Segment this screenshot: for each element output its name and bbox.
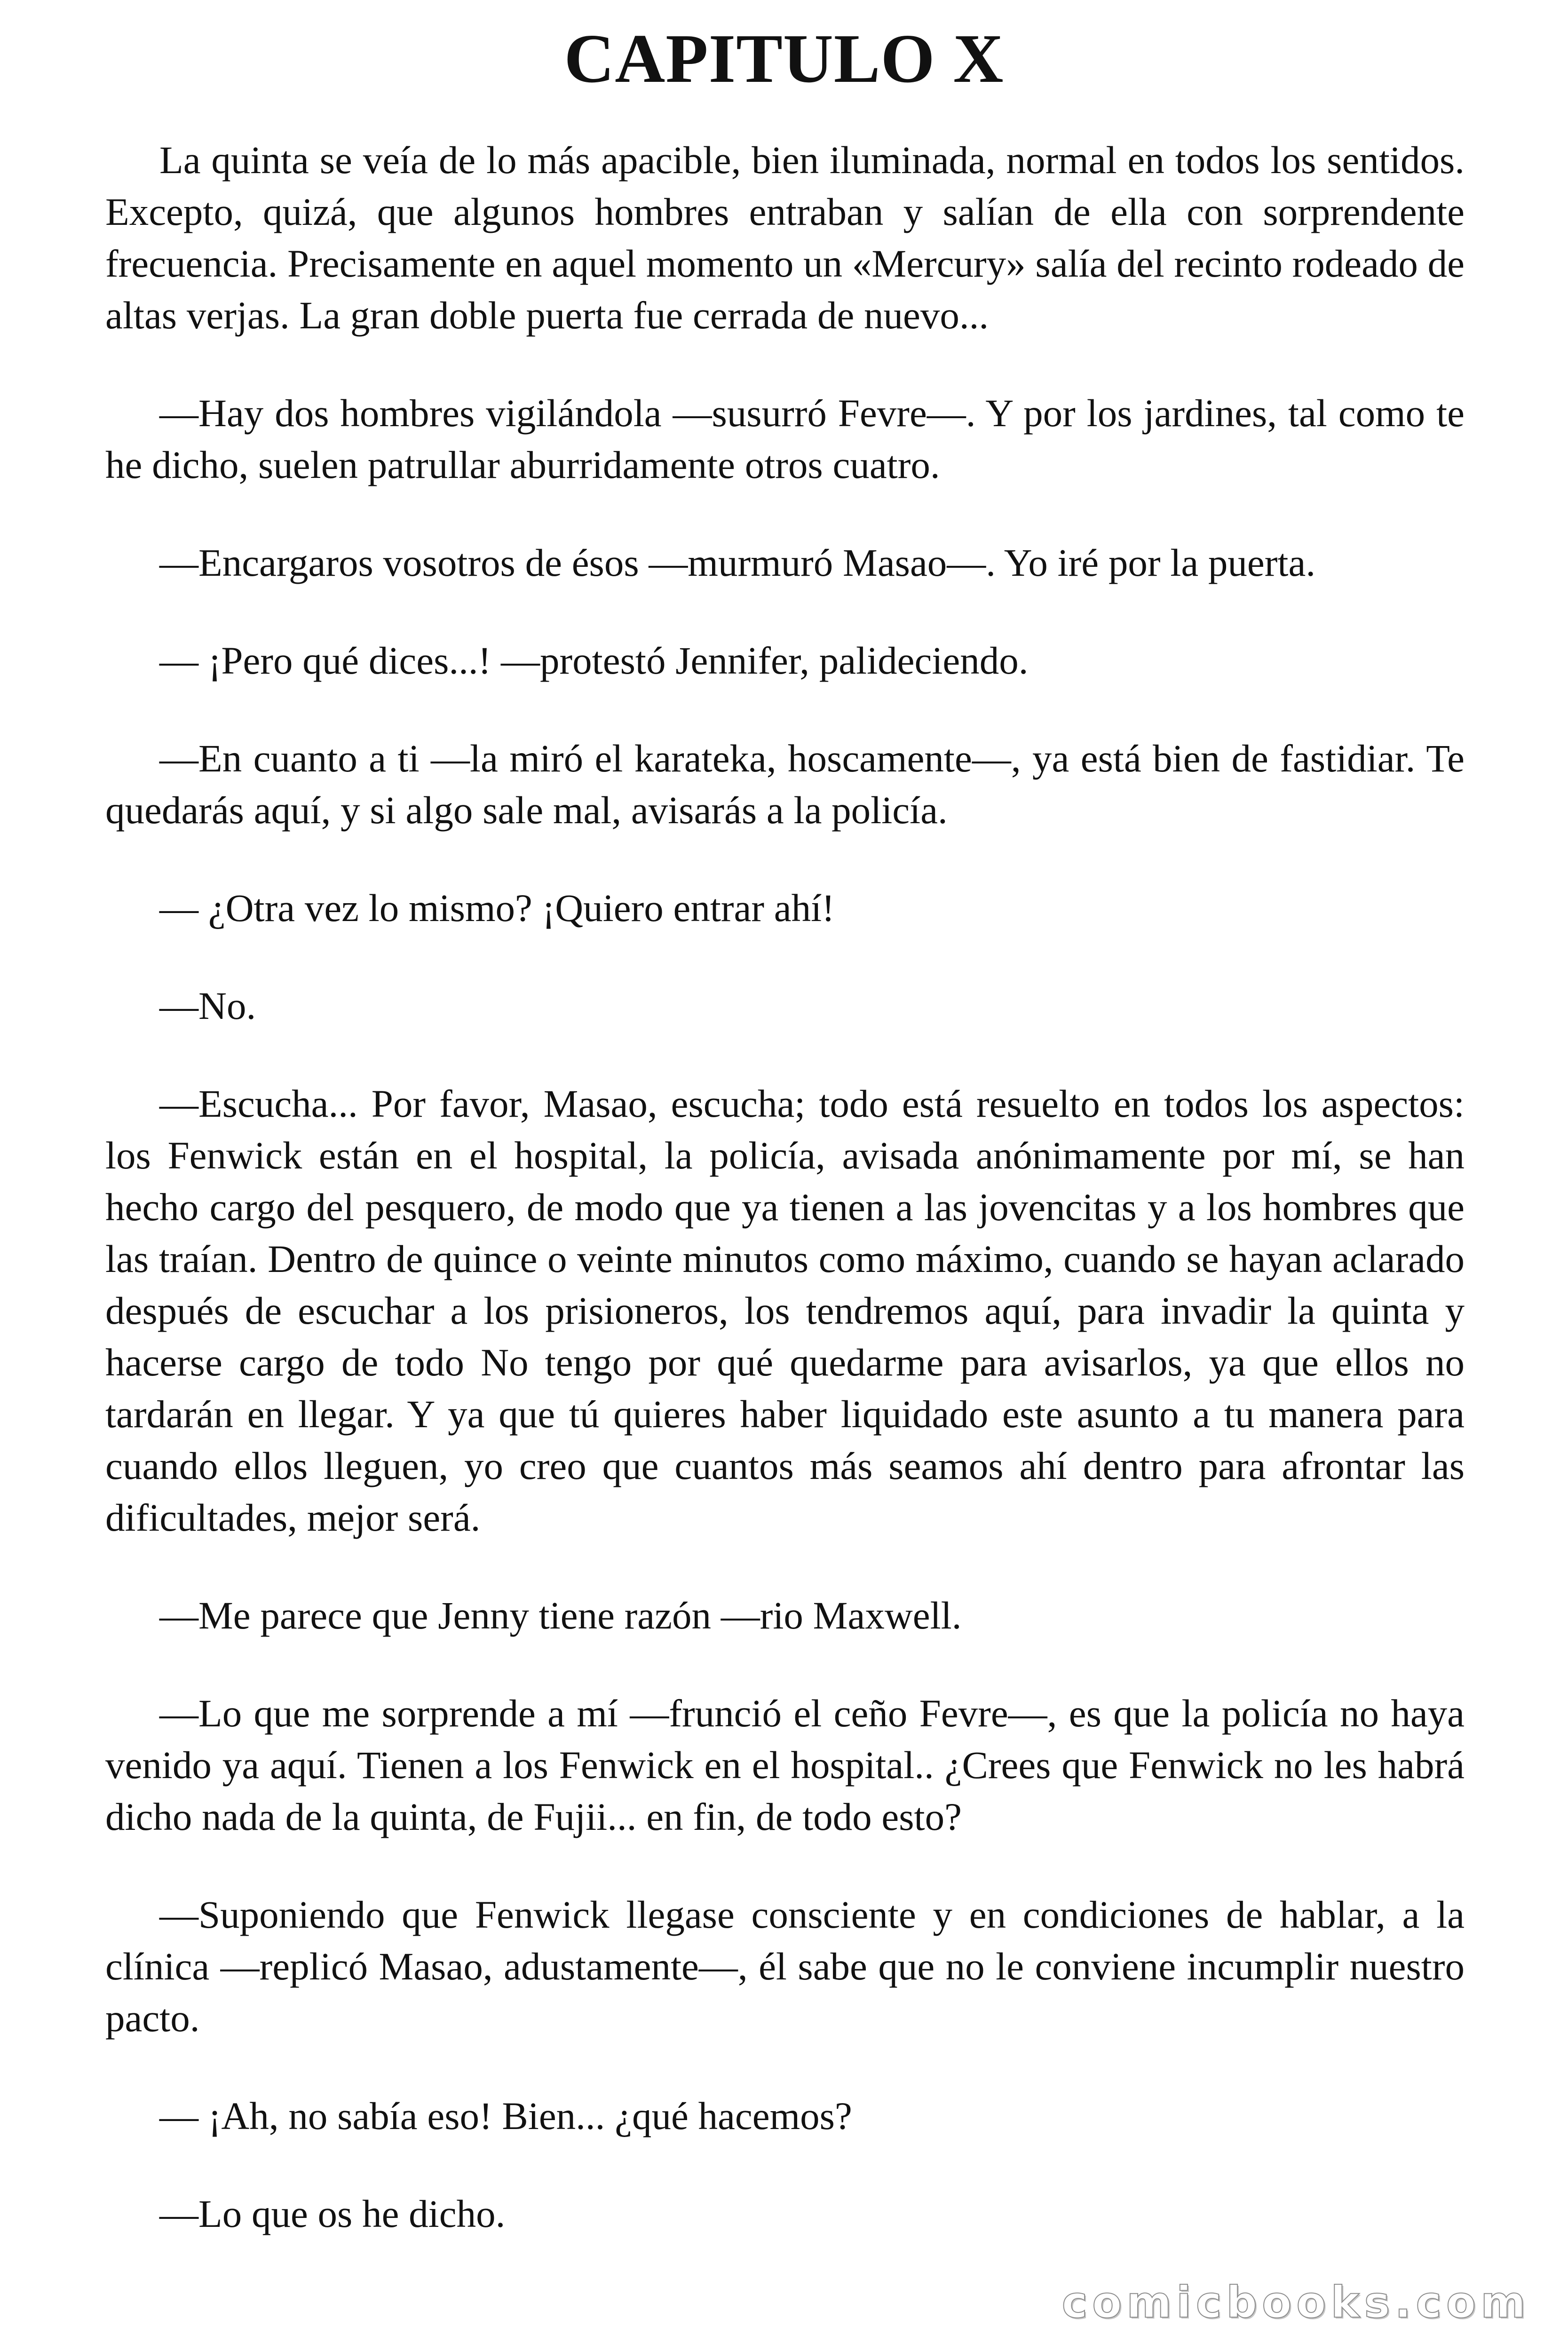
watermark: comicbooks.com — [1061, 2277, 1530, 2328]
paragraph: —Escucha... Por favor, Masao, escucha; todo está resuelto en todos los aspectos: los Fenwick están en el hospital, la policía, avisada anónimamente por mí, se han hecho cargo del pesquero, de modo que ya tienen a las jovencitas y a los hombres que las traían. Dentro de quince o veinte minutos como máximo, cuando se hayan aclarado después de escuchar a los prisioneros, los tendremos aquí, para invadir la quinta y hacerse cargo de todo No tengo por qué quedarme para avisarlos, ya que ellos no tardarán en llegar. Y ya que tú quieres haber liquidado este asunto a tu manera para cuando ellos lleguen, yo creo que cuantos más seamos ahí dentro para afrontar las dificultades, mejor será. — [105, 1082, 1465, 1539]
paragraph: —Lo que os he dicho. — [159, 2192, 506, 2235]
paragraph: —Lo que me sorprende a mí —frunció el ceño Fevre—, es que la policía no haya venido ya aquí. Tienen a los Fenwick en el hospital.. ¿Crees que Fenwick no les habrá dicho nada de la quinta, de Fujii... en fin, de todo esto? — [105, 1692, 1465, 1838]
paragraph: — ¡Pero qué dices...! —protestó Jennifer, palideciendo. — [159, 639, 1029, 682]
body-text — [105, 134, 1465, 2286]
paragraph: —En cuanto a ti —la miró el karateka, hoscamente—, ya está bien de fastidiar. Te quedarás aquí, y si algo sale mal, avisarás a la policía. — [105, 737, 1465, 832]
paragraph: —Hay dos hombres vigilándola —susurró Fevre—. Y por los jardines, tal como te he dicho, suelen patrullar aburridamente otros cuatro. — [105, 391, 1465, 486]
paragraph: La quinta se veía de lo más apacible, bien iluminada, normal en todos los sentidos. Excepto, quizá, que algunos hombres entraban y salían de ella con sorprendente frecuencia. Precisamente en aquel momento un «Mercury» salía del recinto rodeado de altas verjas. La gran doble puerta fue cerrada de nuevo... — [105, 138, 1465, 337]
paragraph: — ¿Otra vez lo mismo? ¡Quiero entrar ahí! — [159, 886, 835, 930]
paragraph: — ¡Ah, no sabía eso! Bien... ¿qué hacemos? — [159, 2094, 852, 2137]
paragraph: —Encargaros vosotros de ésos —murmuró Masao—. Yo iré por la puerta. — [159, 541, 1316, 584]
paragraph: —Suponiendo que Fenwick llegase consciente y en condiciones de hablar, a la clínica —replicó Masao, adustamente—, él sabe que no le conviene incumplir nuestro pacto. — [105, 1893, 1465, 2040]
chapter-title: CAPITULO X — [564, 20, 1004, 97]
paragraph: —Me parece que Jenny tiene razón —rio Maxwell. — [159, 1594, 962, 1637]
paragraph: —No. — [159, 984, 256, 1027]
